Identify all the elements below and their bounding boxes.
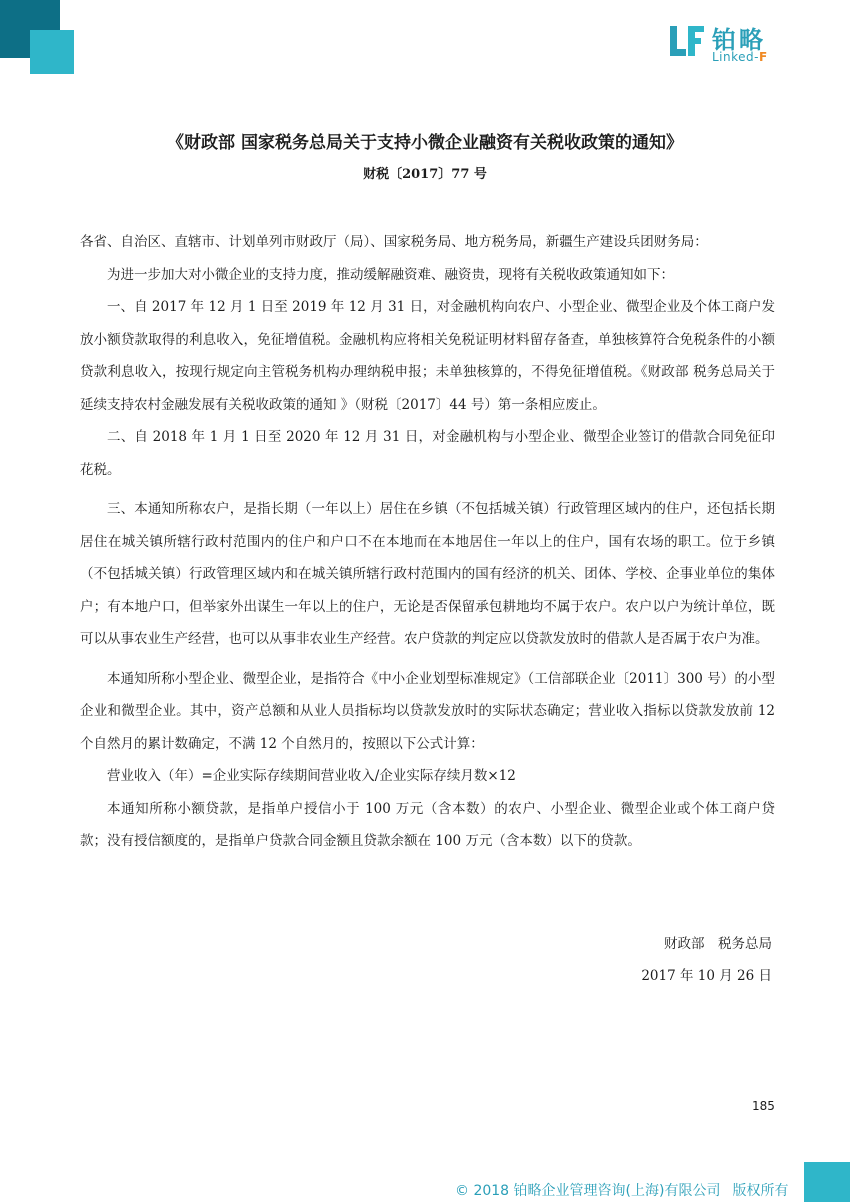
document-title: 《财政部 国家税务总局关于支持小微企业融资有关税收政策的通知》 xyxy=(167,133,683,153)
logo-mark-icon xyxy=(668,22,708,62)
corner-decoration-light xyxy=(30,30,74,74)
footer-rights: 版权所有 xyxy=(732,1183,789,1199)
paragraph-1: 一、自 2017 年 12 月 1 日至 2019 年 12 月 31 日，对金融机构向农户、小型企业、微型企业及个体工商户发放小额贷款取得的利息收入，免征增值税。金融机构应将相关免税证明材料留存备查，单独核算符合免税条件的小额贷款利息收入，按现行规定向主管税务机构办理纳税申报；未单独核算的，不得免征增值税。《财政部 税务总局关于延续支持农村金融发展有关税收政策的通知 》（财税〔2017〕44 号）第一条相应废止。 xyxy=(80,299,775,413)
signature-date: 2017 年 10 月 26 日 xyxy=(641,968,772,984)
paragraph-small-enterprise: 本通知所称小型企业、微型企业，是指符合《中小企业划型标准规定》（工信部联企业〔2011〕300 号）的小型企业和微型企业。其中，资产总额和从业人员指标均以贷款发放时的实际状态确定；营业收入指标以贷款发放前 12 个自然月的累计数确定，不满 12 个自然月的，按照以下公式计算： xyxy=(80,670,775,752)
logo-name: 铂略 xyxy=(712,26,766,54)
footer xyxy=(455,1180,788,1200)
document-body xyxy=(80,226,775,858)
document-number: 财税〔2017〕77 号 xyxy=(363,167,487,182)
salutation: 各省、自治区、直辖市、计划单列市财政厅（局）、国家税务局、地方税务局，新疆生产建设兵团财务局： xyxy=(80,234,708,250)
footer-decoration-block xyxy=(804,1162,850,1202)
brand-logo xyxy=(668,20,798,66)
paragraph-small-loan: 本通知所称小额贷款，是指单户授信小于 100 万元（含本数）的农户、小型企业、微型企业或个体工商户贷款；没有授信额度的，是指单户贷款合同金额且贷款余额在 100 万元（含本数）以下的贷款。 xyxy=(80,800,775,849)
paragraph-intro: 为进一步加大对小微企业的支持力度，推动缓解融资难、融资贵，现将有关税收政策通知如下： xyxy=(107,266,674,283)
formula: 营业收入（年）=企业实际存续期间营业收入/企业实际存续月数×12 xyxy=(107,768,516,784)
logo-subtitle: Linked-F xyxy=(712,50,768,64)
page-number: 185 xyxy=(752,1099,775,1113)
paragraph-2: 二、自 2018 年 1 月 1 日至 2020 年 12 月 31 日，对金融机构与小型企业、微型企业签订的借款合同免征印花税。 xyxy=(80,429,775,478)
signature-issuer: 财政部 税务总局 xyxy=(664,936,772,952)
paragraph-3: 三、本通知所称农户，是指长期（一年以上）居住在乡镇（不包括城关镇）行政管理区域内的住户，还包括长期居住在城关镇所辖行政村范围内的住户和户口不在本地而在本地居住一年以上的住户，国有农场的职工。位于乡镇（不包括城关镇）行政管理区域内和在城关镇所辖行政村范围内的国有经济的机关、团体、学校、企事业单位的集体户；有本地户口，但举家外出谋生一年以上的住户，无论是否保留承包耕地均不属于农户。农户以户为统计单位，既可以从事农业生产经营，也可以从事非农业生产经营。农户贷款的判定应以贷款发放时的借款人是否属于农户为准。 xyxy=(80,501,775,647)
footer-copyright: © 2018 铂略企业管理咨询(上海)有限公司 xyxy=(455,1183,721,1199)
